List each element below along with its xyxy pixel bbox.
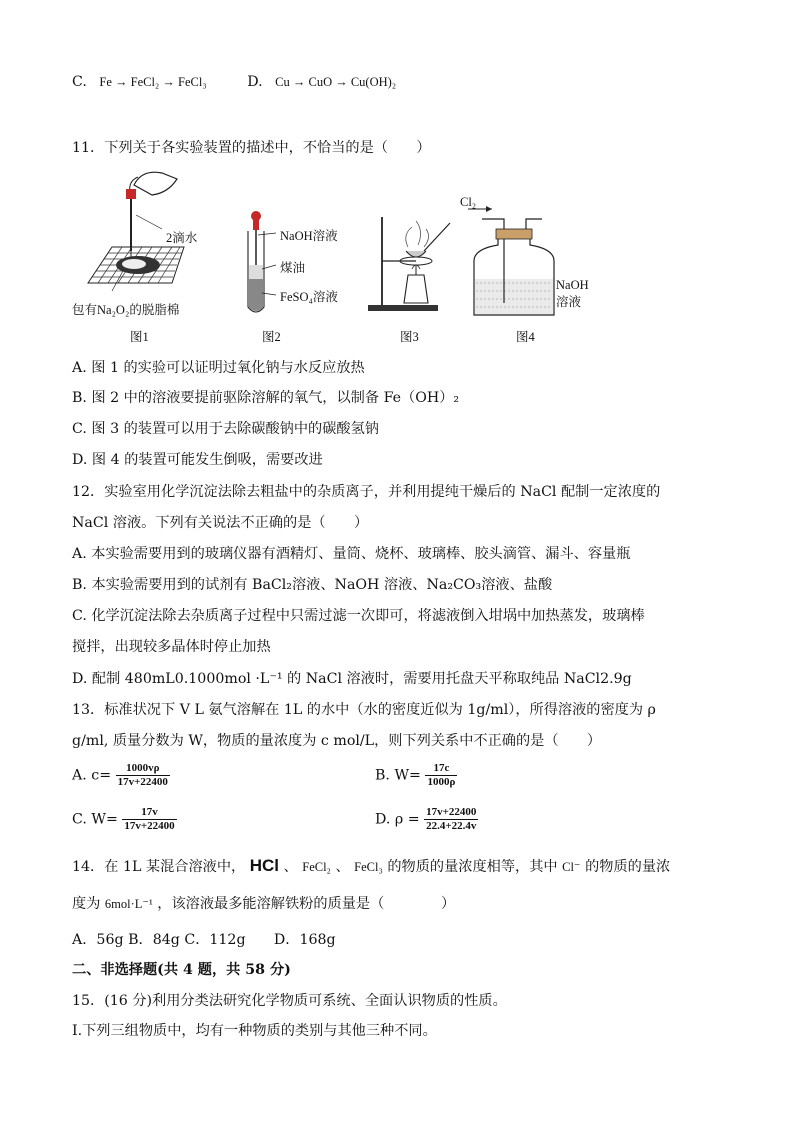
q14-fecl3: FeCl₃ [354,860,383,874]
q10-option-d: D. [247,74,263,90]
q11-option-d: D. 图 4 的装置可能发生倒吸，需要改进 [72,452,323,468]
q14-sep1: 、 [283,859,298,875]
q14-options: A．56g B．84g C．112g D．168g [72,932,336,948]
q13-option-b-fraction [425,762,457,789]
q14-sep2: 、 [335,859,350,875]
fig2-naoh-label: NaOH溶液 [280,229,338,243]
fig1-water-label: 2滴水 [166,231,198,245]
q11-option-c: C. 图 3 的装置可以用于去除碳酸钠中的碳酸氢钠 [72,421,379,437]
q12-option-b: B. 本实验需要用到的试剂有 BaCl₂溶液、NaOH 溶液、Na₂CO₃溶液、盐酸 [72,577,553,593]
fig2-kerosene-label: 煤油 [280,261,306,275]
q10-option-c: C. [72,74,87,90]
q14-fecl2: FeCl₂ [302,860,331,874]
q13-option-d [375,806,478,833]
fig3-drawing [368,217,450,311]
fig2-label: 图2 [262,330,281,344]
q13-option-b-numerator: 17c [425,762,457,776]
q10-option-c-formula: Fe → FeCl₂ → FeCl₃ [99,75,207,89]
fig4-gas-label: Cl₂ [460,195,477,209]
q15-part1: Ⅰ.下列三组物质中，均有一种物质的类别与其他三种不同。 [72,1023,437,1039]
q13-option-b-prefix: B. W= [375,767,421,784]
q14-line2-b: ，该溶液最多能溶解铁粉的质量是（ ） [157,896,456,912]
q13-option-a-fraction [116,762,170,789]
fig4-naoh-label: NaOH [556,278,589,292]
q13-option-b [375,762,457,789]
q13-option-d-prefix: D. ρ = [375,811,420,828]
section2-title: 二、非选择题(共 4 题，共 58 分) [72,962,291,978]
fig4-solution-label: 溶液 [556,295,582,309]
q14-stem-line1 [72,856,670,877]
q11-option-a: A. 图 1 的实验可以证明过氧化钠与水反应放热 [72,360,365,376]
q12-stem-line2: NaCl 溶液。下列有关说法不正确的是（ ） [72,515,369,531]
q12-option-d: D. 配制 480mL0.1000mol ·L⁻¹ 的 NaCl 溶液时，需要用托盘天平称取纯品 NaCl2.9g [72,671,632,687]
fig4-label: 图4 [516,330,535,344]
q13-option-a-prefix: A. c= [72,767,112,784]
q13-option-c [72,806,177,833]
q12-option-a: A. 本实验需要用到的玻璃仪器有酒精灯、量筒、烧杯、玻璃棒、胶头滴管、漏斗、容量瓶 [72,546,631,562]
fig1-label: 图1 [130,330,149,344]
q13-option-a-numerator: 1000vρ [116,762,170,776]
q12-stem-line1: 12．实验室用化学沉淀法除去粗盐中的杂质离子，并利用提纯干燥后的 NaCl 配制一定浓度的 [72,484,661,500]
q10-option-d-formula: Cu → CuO → Cu(OH)₂ [275,75,397,89]
q14-line2-a: 度为 [72,896,101,912]
q11-figures [72,165,572,345]
q15-stem: 15．(16 分)利用分类法研究化学物质可系统、全面认识物质的性质。 [72,993,507,1009]
fig4-drawing [468,206,554,315]
q11-option-b: B. 图 2 中的溶液要提前驱除溶解的氧气，以制备 Fe（OH）₂ [72,390,460,406]
q14-concentration: 6mol·L⁻¹ [104,897,153,911]
q13-option-d-numerator: 17v+22400 [426,806,477,818]
q13-option-a-denominator: 17v+22400 [117,776,168,788]
q13-option-c-numerator: 17v [122,806,176,820]
q14-hcl: HCl [249,856,280,875]
fig2-drawing [248,211,276,312]
q13-option-c-fraction [122,806,176,833]
q13-option-d-fraction [424,806,478,833]
fig1-cotton-label: 包有Na₂O₂的脱脂棉 [72,303,180,317]
q13-stem-line2: g/ml, 质量分数为 W，物质的量浓度为 c mol/L，则下列关系中不正确的是（ ） [72,733,602,749]
q13-option-b-denominator: 1000ρ [427,776,456,788]
fig3-label: 图3 [400,330,419,344]
fig2-feso4-label: FeSO₄溶液 [280,290,338,304]
q11-stem: 11．下列关于各实验装置的描述中，不恰当的是（ ） [72,140,431,156]
q14-cl-ion: Cl⁻ [562,860,581,874]
q14-stem-a: 14．在 1L 某混合溶液中， [72,859,246,875]
q10-options [72,72,396,92]
q12-option-c-line2: 搅拌，出现较多晶体时停止加热 [72,639,271,655]
q12-option-c-line1: C. 化学沉淀法除去杂质离子过程中只需过滤一次即可，将滤液倒入坩埚中加热蒸发，玻璃棒 [72,608,645,624]
q13-option-d-denominator: 22.4+22.4v [426,820,477,832]
q13-option-c-prefix: C. W= [72,811,118,828]
q13-stem-line1: 13．标准状况下 V L 氨气溶解在 1L 的水中（水的密度近似为 1g/ml），所得溶液的密度为 ρ [72,702,656,718]
q14-stem-line2 [72,894,455,914]
q13-option-c-denominator: 17v+22400 [124,820,175,832]
q14-stem-b: 的物质的量浓度相等，其中 [387,859,558,875]
q14-stem-c: 的物质的量浓 [585,859,671,875]
q13-option-a [72,762,170,789]
